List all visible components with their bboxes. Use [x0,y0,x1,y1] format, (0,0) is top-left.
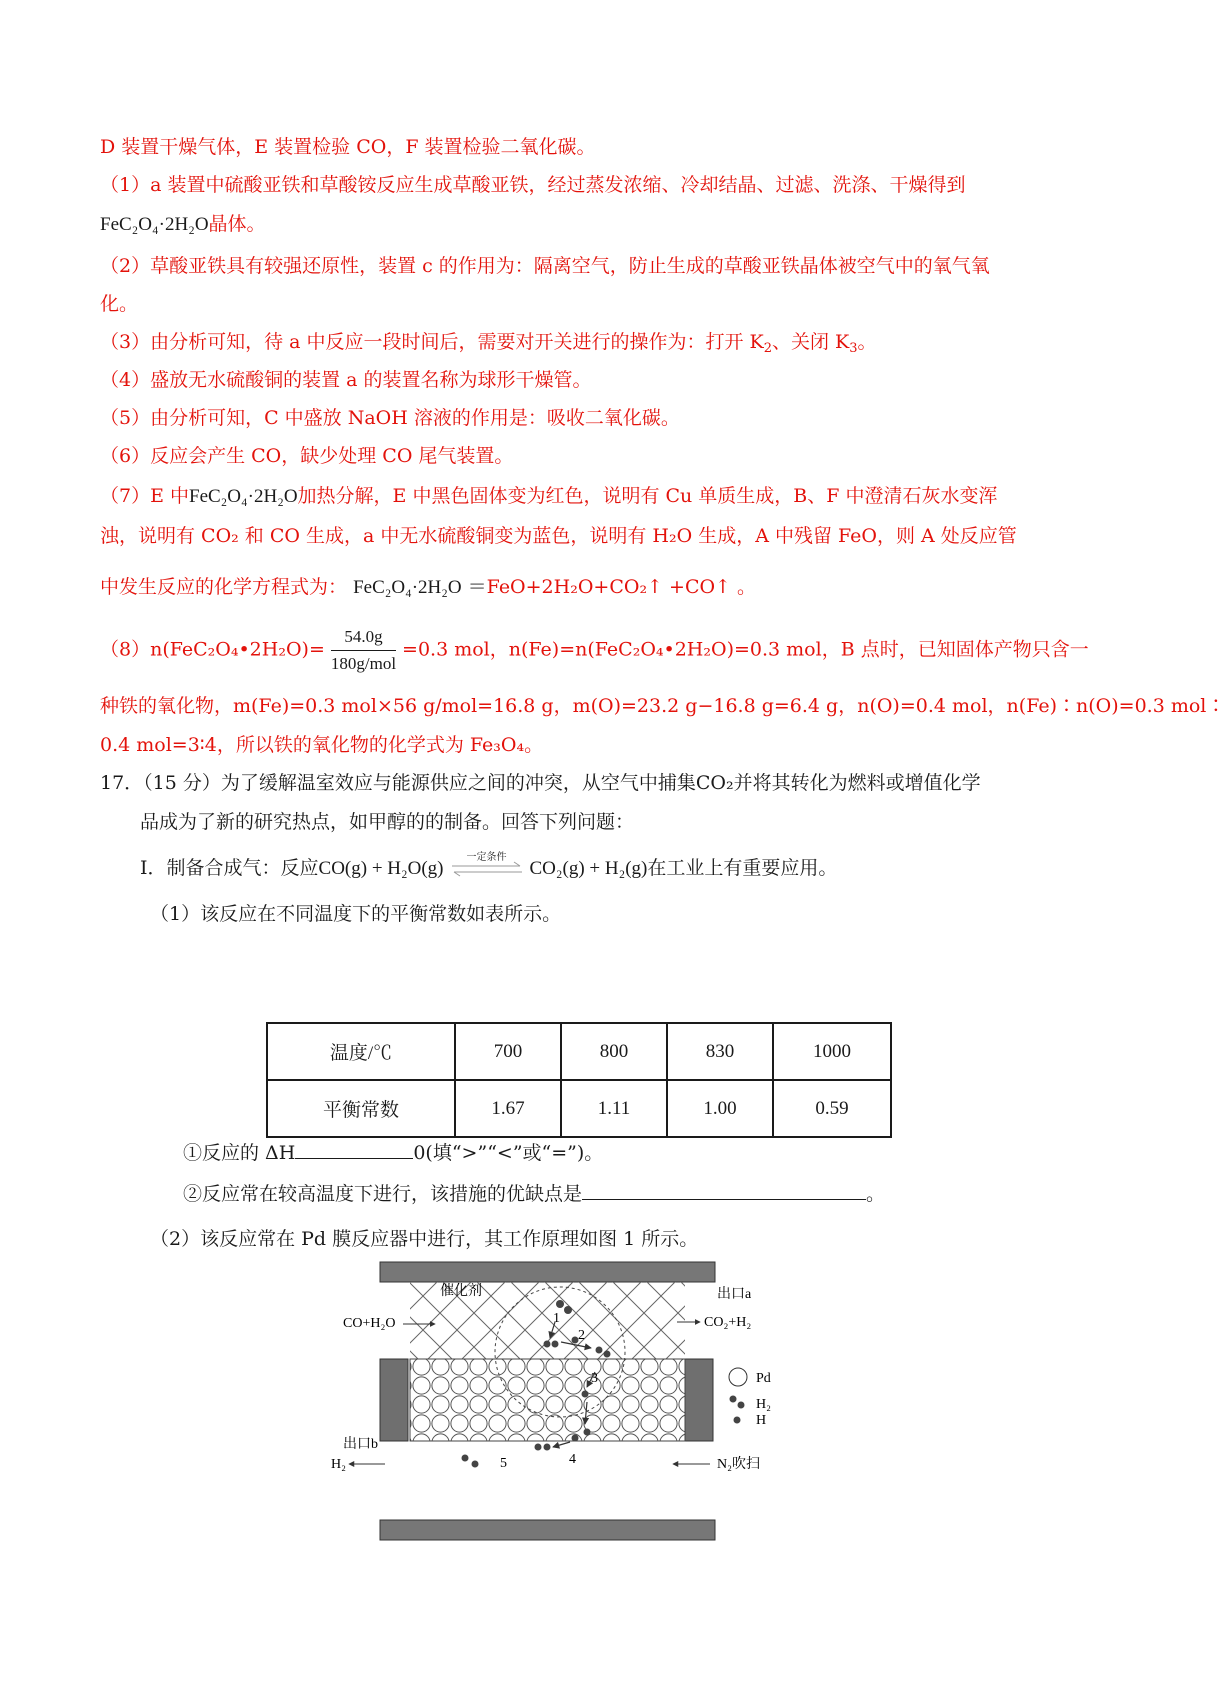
equation-sign: ＝ [467,576,487,598]
solution-item-1-tail: 晶体。 [208,213,266,235]
table-row [267,1023,891,1080]
formula-ferrous-oxalate: FeC₂O₄·2H₂O [189,486,298,507]
table-cell: 800 [561,1023,667,1080]
question-1-prompt: （1）该反应在不同温度下的平衡常数如表所示。 [150,903,562,925]
solution-item-7-post: 加热分解，E 中黑色固体变为红色，说明有 Cu 单质生成，B、F 中澄清石灰水变浑 [297,485,998,507]
solution-item-8-line-2: 种铁的氧化物，m(Fe)=0.3 mol×56 g/mol=16.8 g，m(O)=23.2 g−16.8 g=6.4 g，n(O)=0.4 mol，n(Fe)∶n(O)=0.3 mol∶ [100,695,1225,717]
equation-intro: 中发生反应的化学方程式为： [100,576,348,598]
solution-item-7-line-1 [100,483,998,510]
pd-membrane [410,1359,685,1441]
equation-reactant: FeC₂O₄·2H₂O [353,577,462,598]
table-row [267,1080,891,1137]
solution-item-3-mid: 、关闭 K [772,331,850,353]
equilibrium-table [266,1022,892,1138]
step-label: 4 [569,1452,576,1467]
solution-item-7-pre: （7）E 中 [100,485,189,507]
solution-item-8-line-1 [100,626,1089,675]
solution-item-1-line-1: （1）a 装置中硫酸亚铁和草酸铵反应生成草酸亚铁，经过蒸发浓缩、冷却结晶、过滤、洗涤、干燥得到 [100,174,966,196]
answer-blank-pros-cons[interactable] [582,1199,866,1200]
solution-item-5: （5）由分析可知，C 中盛放 NaOH 溶液的作用是：吸收二氧化碳。 [100,407,680,429]
question-17-header: 17．（15 分）为了缓解温室效应与能源供应之间的冲突，从空气中捕集CO₂并将其转化为燃料或增值化学 [100,772,981,794]
question-1-i-post: 0(填“>”“<”或“=”)。 [413,1142,604,1164]
table-header-cell: 温度/℃ [267,1023,455,1080]
reaction-reactants: CO(g) + H₂O(g) [318,858,444,879]
question-1-ii-post: 。 [866,1183,886,1205]
question-1-ii [183,1181,885,1207]
reaction-products: CO₂(g) + H₂(g) [529,858,648,879]
table-cell: 1000 [773,1023,891,1080]
table-cell: 830 [667,1023,773,1080]
fraction-denominator: 180g/mol [330,654,397,673]
n2-sweep-label: N₂吹扫 [717,1457,760,1472]
solution-item-8-pre: （8）n(FeC₂O₄•2H₂O)= [100,638,325,661]
reaction-condition: 一定条件 [466,852,507,863]
table-cell: 0.59 [773,1080,891,1137]
legend-h-symbol [734,1417,741,1424]
table-cell: 1.67 [455,1080,561,1137]
solution-item-8-line-3: 0.4 mol=3∶4，所以铁的氧化物的化学式为 Fe₃O₄。 [100,734,544,756]
part-1-reaction [140,852,838,882]
question-1-i-pre: ①反应的 ΔH [183,1142,296,1164]
question-1-ii-pre: ②反应常在较高温度下进行，该措施的优缺点是 [183,1183,583,1205]
solution-item-7-equation [100,574,756,601]
reversible-arrow [450,852,524,879]
question-17-line-2: 品成为了新的研究热点，如甲醇的的制备。回答下列问题： [140,811,635,833]
right-seal [685,1359,713,1441]
outlet-b-label: 出口b [343,1437,378,1452]
solution-item-3-end: 。 [857,331,877,353]
solution-item-2-line-1: （2）草酸亚铁具有较强还原性，装置 c 的作用为：隔离空气，防止生成的草酸亚铁晶体被空气中的氧气氧 [100,255,990,277]
legend-h2-label: H₂ [756,1397,771,1412]
catalyst-label: 催化剂 [440,1284,482,1299]
step-label: 1 [553,1311,560,1326]
solution-item-2-line-2: 化。 [100,293,139,315]
question-1-i [183,1140,603,1166]
part-1-post: 在工业上有重要应用。 [647,857,838,879]
outlet-a-label: 出口a [717,1287,752,1302]
solution-item-8-post: =0.3 mol，n(Fe)=n(FeC₂O₄•2H₂O)=0.3 mol，B 点时，已知固体产物只含一 [402,638,1089,661]
solution-item-7-line-2: 浊，说明有 CO₂ 和 CO 生成，a 中无水硫酸铜变为蓝色，说明有 H₂O 生成，A 中残留 FeO，则 A 处反应管 [100,525,1017,547]
solution-item-1-line-2 [100,211,266,238]
answer-blank-delta-h[interactable] [295,1158,413,1159]
solution-item-3 [100,329,877,355]
table-header-cell: 平衡常数 [267,1080,455,1137]
step-label: 5 [500,1456,507,1471]
step-label: 2 [578,1328,585,1343]
legend-pd-symbol [729,1368,747,1386]
outlet-a-gas-label: CO₂+H₂ [704,1315,752,1330]
solution-intro: D 装置干燥气体，E 装置检验 CO，F 装置检验二氧化碳。 [100,136,596,158]
question-2-prompt: （2）该反应常在 Pd 膜反应器中进行，其工作原理如图 1 所示。 [150,1228,699,1250]
inlet-gas-label: CO+H₂O [343,1316,396,1331]
solution-item-4: （4）盛放无水硫酸铜的装置 a 的装置名称为球形干燥管。 [100,369,592,391]
outlet-b-gas-label: H₂ [331,1457,346,1472]
bottom-plate [380,1520,715,1540]
step-label: 3 [591,1371,598,1386]
mass-fraction [331,626,396,675]
solution-item-3-text: （3）由分析可知，待 a 中反应一段时间后，需要对开关进行的操作为：打开 K [100,331,764,353]
left-seal [380,1359,408,1441]
fraction-numerator: 54.0g [331,626,396,651]
formula-ferrous-oxalate: FeC₂O₄·2H₂O [100,214,209,235]
solution-item-6: （6）反应会产生 CO，缺少处理 CO 尾气装置。 [100,445,514,467]
legend-h-label: H [756,1413,767,1428]
part-1-pre: I．制备合成气：反应 [140,857,319,879]
legend-pd-label: Pd [756,1371,771,1386]
k2-subscript: 2 [763,341,773,356]
equation-products: FeO+2H₂O+CO₂↑ +CO↑ [486,576,731,598]
pd-membrane-reactor-diagram [331,1262,805,1542]
table-cell: 1.11 [561,1080,667,1137]
top-plate [380,1262,715,1282]
k3-subscript: 3 [849,341,858,356]
equation-end: 。 [737,576,757,598]
table-cell: 700 [455,1023,561,1080]
table-cell: 1.00 [667,1080,773,1137]
